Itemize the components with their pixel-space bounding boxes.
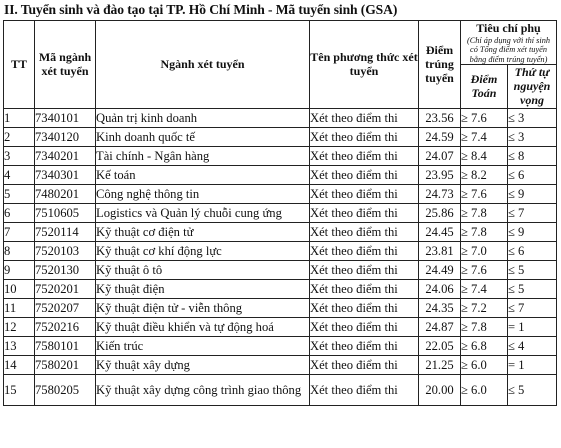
cell-math: ≥ 7.6	[461, 260, 508, 279]
cell-method: Xét theo điểm thi	[310, 165, 419, 184]
cell-score: 24.06	[419, 279, 461, 298]
cell-method: Xét theo điểm thi	[310, 355, 419, 374]
cell-major: Tài chính - Ngân hàng	[96, 146, 310, 165]
cell-math: ≥ 6.8	[461, 336, 508, 355]
cell-code: 7520103	[35, 241, 96, 260]
cell-score: 21.25	[419, 355, 461, 374]
cell-code: 7520201	[35, 279, 96, 298]
header-math: Điểm Toán	[461, 64, 508, 108]
table-row	[4, 317, 557, 336]
cell-major: Kiến trúc	[96, 336, 310, 355]
table-row	[4, 241, 557, 260]
cell-code: 7520207	[35, 298, 96, 317]
cell-code: 7580101	[35, 336, 96, 355]
cell-score: 24.73	[419, 184, 461, 203]
cell-math: ≥ 7.6	[461, 184, 508, 203]
cell-wish: = 1	[508, 355, 557, 374]
header-wish: Thứ tự nguyện vọng	[508, 64, 557, 108]
cell-method: Xét theo điểm thi	[310, 317, 419, 336]
cell-stt: 9	[4, 260, 35, 279]
cell-major: Kỹ thuật cơ điện tử	[96, 222, 310, 241]
cell-math: ≥ 7.0	[461, 241, 508, 260]
cell-score: 24.59	[419, 127, 461, 146]
cell-major: Quản trị kinh doanh	[96, 108, 310, 127]
cell-code: 7580205	[35, 374, 96, 405]
table-row	[4, 203, 557, 222]
header-method: Tên phương thức xét tuyển	[310, 21, 419, 109]
cell-method: Xét theo điểm thi	[310, 146, 419, 165]
header-stt: TT	[4, 21, 35, 109]
header-major: Ngành xét tuyển	[96, 21, 310, 109]
cell-wish: ≤ 7	[508, 298, 557, 317]
table-row	[4, 260, 557, 279]
cell-stt: 6	[4, 203, 35, 222]
cell-stt: 12	[4, 317, 35, 336]
header-criteria-note: (Chỉ áp dụng với thí sinh có Tổng điểm xét tuyển bằng điểm trúng tuyển)	[466, 36, 551, 64]
header-criteria	[461, 21, 557, 65]
cell-score: 24.45	[419, 222, 461, 241]
cell-wish: ≤ 8	[508, 146, 557, 165]
table-row	[4, 184, 557, 203]
cell-code: 7520130	[35, 260, 96, 279]
cell-math: ≥ 7.4	[461, 279, 508, 298]
cell-math: ≥ 7.8	[461, 203, 508, 222]
cell-code: 7340201	[35, 146, 96, 165]
cell-score: 23.95	[419, 165, 461, 184]
cell-major: Kỹ thuật cơ khí động lực	[96, 241, 310, 260]
cell-method: Xét theo điểm thi	[310, 298, 419, 317]
table-row	[4, 374, 557, 405]
cell-wish: ≤ 6	[508, 165, 557, 184]
cell-stt: 8	[4, 241, 35, 260]
cell-score: 20.00	[419, 374, 461, 405]
cell-method: Xét theo điểm thi	[310, 279, 419, 298]
cell-major: Kỹ thuật điều khiển và tự động hoá	[96, 317, 310, 336]
admission-table	[3, 20, 557, 406]
cell-math: ≥ 7.2	[461, 298, 508, 317]
cell-code: 7340101	[35, 108, 96, 127]
cell-major: Kỹ thuật ô tô	[96, 260, 310, 279]
cell-major: Kỹ thuật điện tử - viễn thông	[96, 298, 310, 317]
cell-major: Kỹ thuật xây dựng	[96, 355, 310, 374]
cell-code: 7580201	[35, 355, 96, 374]
cell-method: Xét theo điểm thi	[310, 336, 419, 355]
cell-code: 7340301	[35, 165, 96, 184]
cell-math: ≥ 6.0	[461, 374, 508, 405]
table-row	[4, 298, 557, 317]
cell-stt: 4	[4, 165, 35, 184]
cell-wish: ≤ 3	[508, 127, 557, 146]
cell-method: Xét theo điểm thi	[310, 260, 419, 279]
cell-wish: ≤ 9	[508, 222, 557, 241]
cell-code: 7520114	[35, 222, 96, 241]
cell-math: ≥ 6.0	[461, 355, 508, 374]
cell-stt: 11	[4, 298, 35, 317]
cell-method: Xét theo điểm thi	[310, 127, 419, 146]
cell-score: 24.35	[419, 298, 461, 317]
cell-code: 7510605	[35, 203, 96, 222]
cell-code: 7520216	[35, 317, 96, 336]
table-row	[4, 146, 557, 165]
cell-wish: = 1	[508, 317, 557, 336]
cell-math: ≥ 7.6	[461, 108, 508, 127]
cell-math: ≥ 7.8	[461, 317, 508, 336]
cell-major: Logistics và Quản lý chuỗi cung ứng	[96, 203, 310, 222]
cell-major: Kinh doanh quốc tế	[96, 127, 310, 146]
cell-method: Xét theo điểm thi	[310, 241, 419, 260]
table-row	[4, 127, 557, 146]
cell-stt: 13	[4, 336, 35, 355]
cell-math: ≥ 8.4	[461, 146, 508, 165]
cell-code: 7340120	[35, 127, 96, 146]
cell-stt: 3	[4, 146, 35, 165]
cell-major: Kỹ thuật điện	[96, 279, 310, 298]
cell-math: ≥ 7.8	[461, 222, 508, 241]
cell-stt: 1	[4, 108, 35, 127]
cell-score: 24.07	[419, 146, 461, 165]
cell-score: 23.81	[419, 241, 461, 260]
cell-wish: ≤ 4	[508, 336, 557, 355]
cell-score: 25.86	[419, 203, 461, 222]
cell-stt: 15	[4, 374, 35, 405]
cell-wish: ≤ 7	[508, 203, 557, 222]
table-row	[4, 336, 557, 355]
cell-major: Kế toán	[96, 165, 310, 184]
cell-method: Xét theo điểm thi	[310, 108, 419, 127]
cell-score: 23.56	[419, 108, 461, 127]
cell-stt: 14	[4, 355, 35, 374]
cell-stt: 2	[4, 127, 35, 146]
table-row	[4, 108, 557, 127]
table-row	[4, 222, 557, 241]
cell-wish: ≤ 5	[508, 279, 557, 298]
cell-wish: ≤ 5	[508, 260, 557, 279]
table-row	[4, 355, 557, 374]
cell-math: ≥ 8.2	[461, 165, 508, 184]
table-body	[4, 108, 557, 405]
cell-wish: ≤ 6	[508, 241, 557, 260]
cell-method: Xét theo điểm thi	[310, 184, 419, 203]
cell-score: 22.05	[419, 336, 461, 355]
cell-stt: 5	[4, 184, 35, 203]
cell-method: Xét theo điểm thi	[310, 374, 419, 405]
cell-major: Công nghệ thông tin	[96, 184, 310, 203]
cell-major: Kỹ thuật xây dựng công trình giao thông	[96, 374, 310, 405]
cell-code: 7480201	[35, 184, 96, 203]
cell-method: Xét theo điểm thi	[310, 222, 419, 241]
header-score: Điểm trúng tuyển	[419, 21, 461, 109]
cell-score: 24.49	[419, 260, 461, 279]
cell-score: 24.87	[419, 317, 461, 336]
cell-math: ≥ 7.4	[461, 127, 508, 146]
cell-method: Xét theo điểm thi	[310, 203, 419, 222]
header-code: Mã ngành xét tuyển	[35, 21, 96, 109]
header-criteria-title: Tiêu chí phụ	[476, 21, 541, 35]
cell-wish: ≤ 5	[508, 374, 557, 405]
section-heading: II. Tuyển sinh và đào tạo tại TP. Hồ Chí Minh - Mã tuyển sinh (GSA)	[4, 2, 398, 17]
table-row	[4, 279, 557, 298]
cell-stt: 10	[4, 279, 35, 298]
cell-stt: 7	[4, 222, 35, 241]
cell-wish: ≤ 3	[508, 108, 557, 127]
table-row	[4, 165, 557, 184]
cell-wish: ≤ 9	[508, 184, 557, 203]
